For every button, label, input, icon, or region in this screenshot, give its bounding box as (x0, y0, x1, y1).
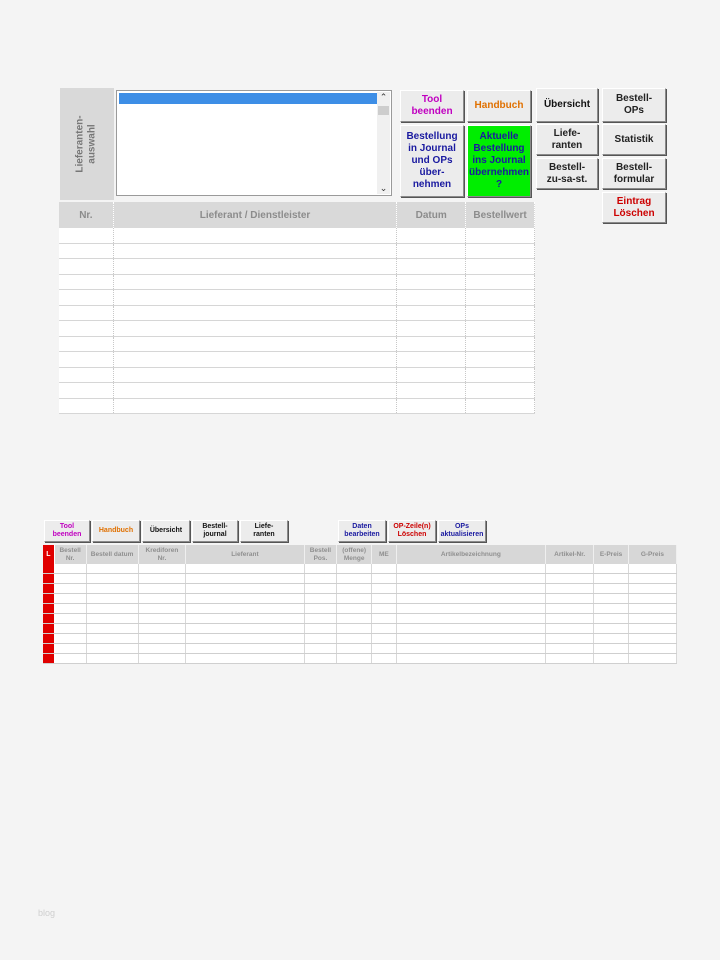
op-table-row[interactable] (43, 644, 677, 654)
op-table-cell[interactable] (86, 624, 138, 634)
op-table-cell[interactable] (628, 594, 676, 604)
op-table-cell[interactable] (186, 654, 304, 664)
op-table-cell[interactable] (86, 634, 138, 644)
table-row[interactable] (59, 336, 535, 352)
row-marker-cell[interactable] (43, 604, 54, 614)
bestell-ops-button[interactable]: Bestell- OPs (602, 88, 666, 122)
op-table-cell[interactable] (186, 614, 304, 624)
aktuelle-bestellung-button[interactable]: Aktuelle Bestellung ins Journal übernehmen ? (467, 125, 531, 197)
op-table-row[interactable] (43, 584, 677, 594)
col-header-artikelbezeichnung: Artikelbezeichnung (396, 545, 545, 564)
op-zeilen-loeschen-button[interactable]: OP-Zeile(n) Löschen (388, 520, 436, 542)
table-cell[interactable] (59, 383, 113, 399)
op-table-cell[interactable] (372, 624, 397, 634)
op-table-row[interactable] (43, 564, 677, 574)
table-row[interactable] (59, 398, 535, 414)
table-cell[interactable] (466, 259, 535, 275)
table-cell[interactable] (397, 274, 466, 290)
op-table-cell[interactable] (304, 594, 337, 604)
table-cell[interactable] (466, 352, 535, 368)
op-table-cell[interactable] (304, 614, 337, 624)
op-table-row[interactable] (43, 614, 677, 624)
op-table-cell[interactable] (138, 594, 186, 604)
op-table-cell[interactable] (337, 634, 372, 644)
op-table-cell[interactable] (372, 644, 397, 654)
table-cell[interactable] (113, 243, 397, 259)
table-cell[interactable] (397, 321, 466, 337)
table-cell[interactable] (59, 243, 113, 259)
op-table-cell[interactable] (396, 564, 545, 574)
bestellformular-button[interactable]: Bestell- formular (602, 158, 666, 189)
op-table-cell[interactable] (186, 624, 304, 634)
row-marker-cell[interactable] (43, 624, 54, 634)
table-cell[interactable] (59, 274, 113, 290)
table-cell[interactable] (113, 321, 397, 337)
table-cell[interactable] (113, 274, 397, 290)
scrollbar-thumb[interactable] (378, 106, 389, 115)
op-table-cell[interactable] (628, 574, 676, 584)
table-cell[interactable] (59, 321, 113, 337)
table-cell[interactable] (59, 290, 113, 306)
op-table-cell[interactable] (186, 644, 304, 654)
op-table-cell[interactable] (396, 654, 545, 664)
op-table-cell[interactable] (337, 654, 372, 664)
op-table-cell[interactable] (304, 624, 337, 634)
op-table-cell[interactable] (594, 634, 628, 644)
table-cell[interactable] (466, 305, 535, 321)
table-cell[interactable] (397, 367, 466, 383)
uebersicht-button[interactable]: Übersicht (536, 88, 598, 122)
lieferanten-listbox[interactable] (116, 90, 392, 196)
op-table-cell[interactable] (337, 574, 372, 584)
listbox-scrollbar[interactable] (377, 92, 390, 194)
table-cell[interactable] (397, 228, 466, 243)
op-table-cell[interactable] (138, 624, 186, 634)
table-cell[interactable] (466, 336, 535, 352)
op-table-cell[interactable] (186, 604, 304, 614)
tool-beenden-button[interactable]: Tool beenden (400, 90, 464, 122)
op-table-cell[interactable] (594, 564, 628, 574)
table-header-row (59, 202, 535, 228)
op-table-cell[interactable] (546, 594, 594, 604)
op-table-cell[interactable] (86, 574, 138, 584)
eintrag-loeschen-button[interactable]: Eintrag Löschen (602, 192, 666, 223)
col-header-menge: (offene) Menge (337, 545, 372, 564)
table-cell[interactable] (466, 274, 535, 290)
bestell-zusast-button[interactable]: Bestell- zu-sa-st. (536, 158, 598, 189)
op-table-cell[interactable] (186, 564, 304, 574)
op-table-cell[interactable] (337, 624, 372, 634)
op-table-cell[interactable] (396, 604, 545, 614)
bottom-lieferanten-button[interactable]: Liefe- ranten (240, 520, 288, 542)
op-table-cell[interactable] (396, 614, 545, 624)
op-table-cell[interactable] (396, 594, 545, 604)
op-table-cell[interactable] (628, 644, 676, 654)
op-table-cell[interactable] (304, 634, 337, 644)
row-marker-cell[interactable] (43, 594, 54, 604)
scroll-down-icon[interactable]: ⌄ (379, 183, 388, 193)
op-table-cell[interactable] (628, 604, 676, 614)
op-table-cell[interactable] (628, 614, 676, 624)
op-table-cell[interactable] (546, 564, 594, 574)
op-table-cell[interactable] (628, 564, 676, 574)
table-cell[interactable] (397, 305, 466, 321)
table-cell[interactable] (466, 398, 535, 414)
table-cell[interactable] (59, 352, 113, 368)
op-table-cell[interactable] (594, 574, 628, 584)
op-table-cell[interactable] (372, 574, 397, 584)
statistik-button[interactable]: Statistik (602, 124, 666, 155)
scroll-up-icon[interactable]: ⌃ (379, 92, 388, 102)
op-table-cell[interactable] (594, 654, 628, 664)
op-table-cell[interactable] (138, 574, 186, 584)
op-table-row[interactable] (43, 634, 677, 644)
col-header-bestell-nr: Bestell Nr. (54, 545, 86, 564)
op-table-row[interactable] (43, 624, 677, 634)
table-row[interactable] (59, 352, 535, 368)
table-cell[interactable] (466, 383, 535, 399)
listbox-selected-item[interactable] (119, 93, 377, 104)
op-table-cell[interactable] (86, 584, 138, 594)
op-table-cell[interactable] (372, 634, 397, 644)
bottom-tool-beenden-button[interactable]: Tool beenden (44, 520, 90, 542)
col-header-l: L (43, 545, 54, 564)
lieferantenauswahl-label (60, 88, 114, 200)
table-row[interactable] (59, 243, 535, 259)
op-table-cell[interactable] (54, 594, 86, 604)
daten-bearbeiten-button[interactable]: Daten bearbeiten (338, 520, 386, 542)
op-table-row[interactable] (43, 574, 677, 584)
table-cell[interactable] (113, 383, 397, 399)
table-cell[interactable] (113, 290, 397, 306)
op-table-cell[interactable] (396, 584, 545, 594)
op-table-cell[interactable] (138, 564, 186, 574)
col-header-lieferant: Lieferant (186, 545, 304, 564)
bottom-bestell-journal-button[interactable]: Bestell- journal (192, 520, 238, 542)
table-cell[interactable] (466, 321, 535, 337)
op-table-cell[interactable] (54, 604, 86, 614)
op-table-row[interactable] (43, 654, 677, 664)
footer-watermark: blog (38, 908, 56, 918)
bottom-handbuch-button[interactable]: Handbuch (92, 520, 140, 542)
op-table-cell[interactable] (186, 584, 304, 594)
op-table-cell[interactable] (546, 604, 594, 614)
op-table-cell[interactable] (138, 604, 186, 614)
row-marker-cell[interactable] (43, 634, 54, 644)
op-table-cell[interactable] (54, 624, 86, 634)
op-table-cell[interactable] (372, 584, 397, 594)
op-table-cell[interactable] (372, 594, 397, 604)
op-table-cell[interactable] (546, 584, 594, 594)
handbuch-button[interactable]: Handbuch (467, 90, 531, 122)
table-cell[interactable] (59, 305, 113, 321)
ops-aktualisieren-button[interactable]: OPs aktualisieren (438, 520, 486, 542)
op-table-cell[interactable] (337, 594, 372, 604)
table-cell[interactable] (113, 305, 397, 321)
op-table-cell[interactable] (628, 584, 676, 594)
row-marker-cell[interactable] (43, 654, 54, 664)
op-table-cell[interactable] (138, 644, 186, 654)
op-table-cell[interactable] (594, 604, 628, 614)
table-cell[interactable] (113, 336, 397, 352)
table-cell[interactable] (113, 352, 397, 368)
op-table-cell[interactable] (138, 634, 186, 644)
op-table-cell[interactable] (372, 564, 397, 574)
col-header-datum: Datum (397, 202, 466, 228)
col-header-kreditoren-nr: Krediforen Nr. (138, 545, 186, 564)
table-cell[interactable] (59, 259, 113, 275)
op-table-cell[interactable] (304, 604, 337, 614)
table-row[interactable] (59, 228, 535, 243)
op-table-cell[interactable] (337, 604, 372, 614)
table-row[interactable] (59, 259, 535, 275)
row-marker-cell[interactable] (43, 584, 54, 594)
op-table-cell[interactable] (304, 654, 337, 664)
op-table-cell[interactable] (546, 654, 594, 664)
op-table-cell[interactable] (546, 574, 594, 584)
op-table-cell[interactable] (138, 584, 186, 594)
col-header-bestellwert: Bestellwert (466, 202, 535, 228)
table-cell[interactable] (466, 367, 535, 383)
table-row[interactable] (59, 383, 535, 399)
op-table-header-row (43, 545, 677, 564)
col-header-lieferant: Lieferant / Dienstleister (113, 202, 397, 228)
col-header-bestell-datum: Bestell datum (86, 545, 138, 564)
op-table-cell[interactable] (628, 634, 676, 644)
op-table-cell[interactable] (628, 624, 676, 634)
lieferantenauswahl-text: Lieferanten- auswahl (75, 115, 99, 173)
op-table (43, 545, 677, 664)
table-row[interactable] (59, 367, 535, 383)
table-row[interactable] (59, 274, 535, 290)
op-table-cell[interactable] (337, 644, 372, 654)
table-cell[interactable] (113, 228, 397, 243)
col-header-bestell-pos: Bestell Pos. (304, 545, 337, 564)
op-table-cell[interactable] (396, 574, 545, 584)
bottom-uebersicht-button[interactable]: Übersicht (142, 520, 190, 542)
op-table-cell[interactable] (54, 634, 86, 644)
op-table-cell[interactable] (546, 634, 594, 644)
op-table-cell[interactable] (186, 634, 304, 644)
op-table-cell[interactable] (86, 604, 138, 614)
row-marker-cell[interactable] (43, 564, 54, 574)
table-row[interactable] (59, 305, 535, 321)
op-table-cell[interactable] (396, 624, 545, 634)
op-table-cell[interactable] (54, 574, 86, 584)
op-table-cell[interactable] (304, 644, 337, 654)
op-table-cell[interactable] (396, 644, 545, 654)
op-table-cell[interactable] (86, 644, 138, 654)
table-row[interactable] (59, 290, 535, 306)
op-table-cell[interactable] (372, 604, 397, 614)
op-table-cell[interactable] (86, 594, 138, 604)
table-cell[interactable] (113, 398, 397, 414)
op-table-cell[interactable] (54, 644, 86, 654)
row-marker-cell[interactable] (43, 644, 54, 654)
op-table-cell[interactable] (337, 614, 372, 624)
op-table-cell[interactable] (186, 574, 304, 584)
row-marker-cell[interactable] (43, 574, 54, 584)
table-cell[interactable] (397, 243, 466, 259)
op-table-cell[interactable] (138, 614, 186, 624)
op-table-cell[interactable] (594, 584, 628, 594)
op-table-cell[interactable] (54, 564, 86, 574)
op-table-cell[interactable] (54, 614, 86, 624)
op-table-cell[interactable] (86, 564, 138, 574)
op-table-cell[interactable] (86, 614, 138, 624)
table-cell[interactable] (397, 398, 466, 414)
table-cell[interactable] (466, 228, 535, 243)
table-cell[interactable] (466, 243, 535, 259)
col-header-nr: Nr. (59, 202, 113, 228)
table-cell[interactable] (59, 228, 113, 243)
op-table-cell[interactable] (594, 624, 628, 634)
table-cell[interactable] (397, 383, 466, 399)
col-header-artikel-nr: Artikel-Nr. (546, 545, 594, 564)
table-cell[interactable] (397, 352, 466, 368)
col-header-me: ME (372, 545, 397, 564)
op-table-cell[interactable] (594, 644, 628, 654)
table-cell[interactable] (397, 259, 466, 275)
op-table-cell[interactable] (546, 644, 594, 654)
op-table-cell[interactable] (304, 584, 337, 594)
op-table-cell[interactable] (372, 654, 397, 664)
col-header-e-preis: E-Preis (594, 545, 628, 564)
table-row[interactable] (59, 321, 535, 337)
op-table-cell[interactable] (372, 614, 397, 624)
op-table-cell[interactable] (86, 654, 138, 664)
op-table-cell[interactable] (54, 654, 86, 664)
op-table-cell[interactable] (304, 564, 337, 574)
table-cell[interactable] (397, 290, 466, 306)
op-table-cell[interactable] (628, 654, 676, 664)
op-table-cell[interactable] (54, 584, 86, 594)
op-table-cell[interactable] (396, 634, 545, 644)
row-marker-cell[interactable] (43, 614, 54, 624)
op-table-cell[interactable] (546, 624, 594, 634)
bestellungen-table (59, 202, 535, 414)
table-cell[interactable] (113, 259, 397, 275)
op-table-row[interactable] (43, 594, 677, 604)
bestellung-journal-button[interactable]: Bestellung in Journal und OPs über- nehmen (400, 125, 464, 197)
lieferanten-button[interactable]: Liefe- ranten (536, 124, 598, 155)
table-cell[interactable] (113, 367, 397, 383)
col-header-g-preis: G-Preis (628, 545, 676, 564)
op-table-cell[interactable] (546, 614, 594, 624)
table-cell[interactable] (59, 398, 113, 414)
op-table-cell[interactable] (138, 654, 186, 664)
op-table-cell[interactable] (594, 614, 628, 624)
op-table-cell[interactable] (337, 564, 372, 574)
op-table-cell[interactable] (337, 584, 372, 594)
op-table-cell[interactable] (304, 574, 337, 584)
table-cell[interactable] (397, 336, 466, 352)
op-table-cell[interactable] (594, 594, 628, 604)
op-table-row[interactable] (43, 604, 677, 614)
table-cell[interactable] (466, 290, 535, 306)
table-cell[interactable] (59, 367, 113, 383)
op-table-cell[interactable] (186, 594, 304, 604)
table-cell[interactable] (59, 336, 113, 352)
